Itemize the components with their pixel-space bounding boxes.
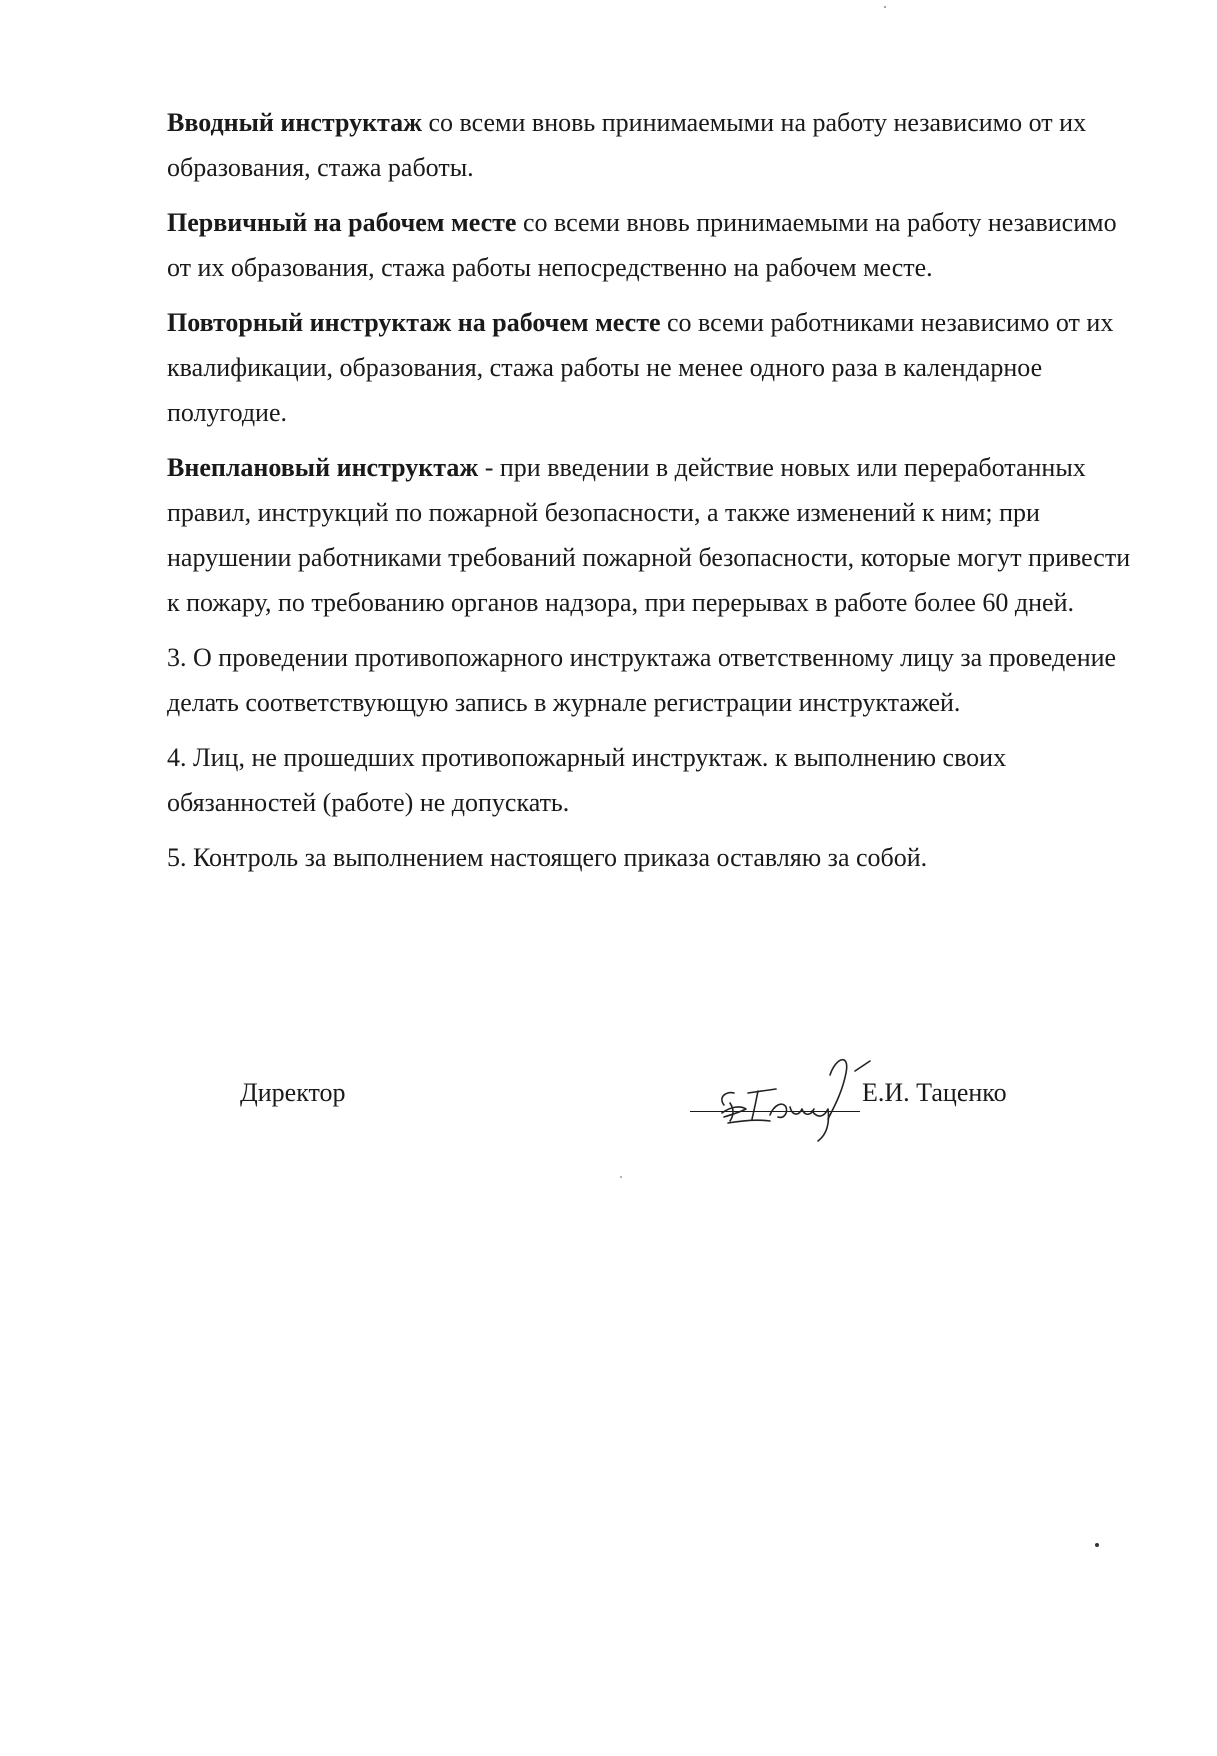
- paragraph-unscheduled-briefing: [167, 445, 1147, 625]
- scan-speck: [620, 1176, 622, 1178]
- signatory-title: Директор: [240, 1078, 346, 1107]
- document-body: [167, 100, 1147, 890]
- paragraph-text: со всеми вновь принимаемыми на работу независимо от их образования, стажа работы.: [167, 108, 1087, 182]
- paragraph-heading: Вводный инструктаж: [167, 108, 422, 137]
- paragraph-text: со всеми работниками независимо от их квалификации, образования, стажа работы не менее одного раза в календарное полугодие.: [167, 308, 1114, 427]
- paragraph-item-5: [167, 835, 1147, 880]
- paragraph-item-3: [167, 635, 1147, 725]
- scan-speck: [884, 6, 886, 8]
- paragraph-text: 3. О проведении противопожарного инструктажа ответственному лицу за проведение делать соответствующую запись в журнале регистрации инструктажей.: [167, 643, 1117, 717]
- signature-block: [0, 1045, 1217, 1135]
- scan-speck: [1095, 1543, 1099, 1547]
- paragraph-text: 4. Лиц, не прошедших противопожарный инструктаж. к выполнению своих обязанностей (работе) не допускать.: [167, 743, 1007, 817]
- paragraph-text: - при введении в действие новых или переработанных правил, инструкций по пожарной безопасности, а также изменений к ним; при нарушении работниками требований пожарной безопасности, которые могут привести к пожару, по требованию органов надзора, при перерывах в работе более 60 дней.: [167, 453, 1131, 617]
- paragraph-heading: Повторный инструктаж на рабочем месте: [167, 308, 661, 337]
- paragraph-primary-briefing: [167, 200, 1147, 290]
- paragraph-item-4: [167, 735, 1147, 825]
- signatory-name: Е.И. Таценко: [862, 1078, 1007, 1107]
- paragraph-text: со всеми вновь принимаемыми на работу независимо от их образования, стажа работы непосредственно на рабочем месте.: [167, 208, 1117, 282]
- paragraph-introductory-briefing: [167, 100, 1147, 190]
- paragraph-text: 5. Контроль за выполнением настоящего приказа оставляю за собой.: [167, 843, 928, 872]
- paragraph-heading: Внеплановый инструктаж: [167, 453, 479, 482]
- paragraph-heading: Первичный на рабочем месте: [167, 208, 517, 237]
- paragraph-repeated-briefing: [167, 300, 1147, 435]
